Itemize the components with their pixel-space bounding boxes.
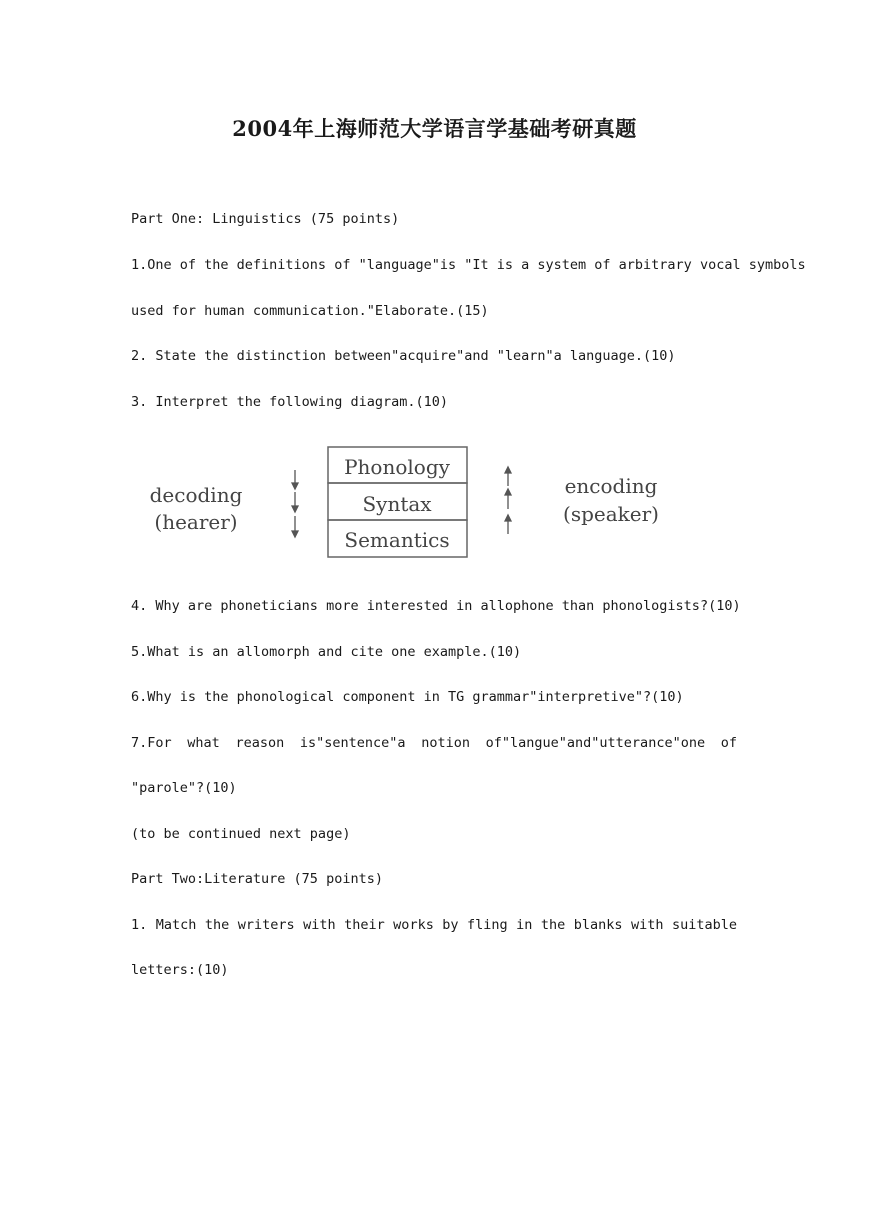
up-arrows (505, 467, 511, 534)
part-one-heading: Part One: Linguistics (75 points) (131, 211, 400, 227)
question-6: 6.Why is the phonological component in TG grammar"interpretive"?(10) (131, 689, 684, 705)
question-3: 3. Interpret the following diagram.(10) (131, 394, 448, 410)
page-title: 2004年上海师范大学语言学基础考研真题 (232, 116, 637, 141)
encoding-label: encoding (564, 474, 658, 498)
language-levels-diagram (131, 430, 691, 580)
hearer-label: (hearer) (154, 510, 238, 534)
question-2: 2. State the distinction between"acquire"and "learn"a language.(10) (131, 348, 676, 364)
question-4: 4. Why are phoneticians more interested in allophone than phonologists?(10) (131, 598, 741, 614)
part-two-heading: Part Two:Literature (75 points) (131, 871, 383, 887)
speaker-label: (speaker) (563, 502, 659, 526)
question-7-line-2: "parole"?(10) (131, 780, 237, 796)
decoding-label: decoding (149, 483, 243, 507)
continued-note: (to be continued next page) (131, 826, 351, 842)
question-1-line-2: used for human communication."Elaborate.(15) (131, 303, 489, 319)
literature-question-1-line-1: 1. Match the writers with their works by fling in the blanks with suitable (131, 917, 737, 933)
syntax-box-label: Syntax (362, 492, 432, 516)
question-7-line-1: 7.For what reason is"sentence"a notion of"langue"and"utterance"one of (131, 735, 737, 751)
literature-question-1-line-2: letters:(10) (131, 962, 229, 978)
question-5: 5.What is an allomorph and cite one example.(10) (131, 644, 522, 660)
semantics-box-label: Semantics (344, 528, 450, 552)
question-1-line-1: 1.One of the definitions of "language"is "It is a system of arbitrary vocal symbols (131, 257, 806, 273)
phonology-box-label: Phonology (344, 455, 450, 479)
down-arrows (292, 470, 298, 537)
